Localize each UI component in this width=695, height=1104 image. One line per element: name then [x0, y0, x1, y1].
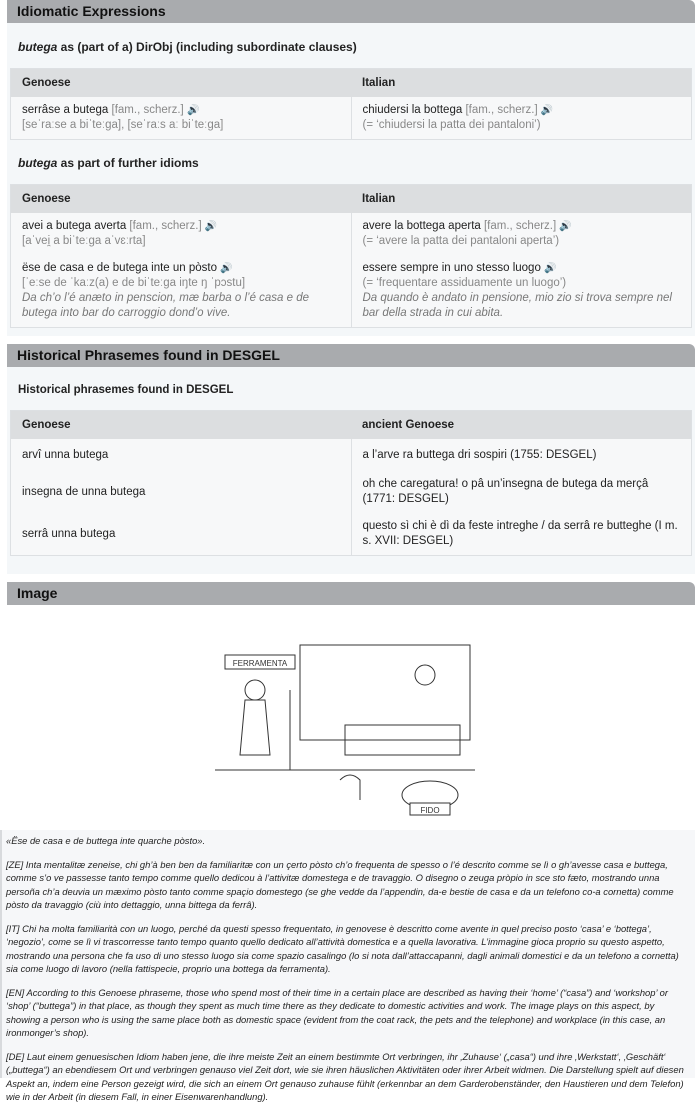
genoese-cell: arvî unna butega: [11, 439, 352, 471]
cartoon-illustration: [0, 605, 695, 830]
section-body: [7, 367, 695, 574]
genoese-expression: avei a butega averta: [22, 220, 127, 232]
genoese-expression: ëse de casa e de butega inte un pòsto: [22, 262, 218, 274]
italian-expression: essere sempre in uno stesso luogo: [362, 262, 541, 274]
column-header: Genoese: [11, 411, 352, 440]
subsection-text: as (part of a) DirObj (including subordinate clauses): [57, 40, 357, 54]
shopkeeper-head: [415, 665, 435, 685]
subsection-text: as part of further idioms: [57, 156, 199, 170]
table-row: [11, 97, 692, 140]
italian-expression: chiudersi la bottega: [362, 104, 463, 116]
section-idiomatic: [0, 0, 695, 336]
person-head: [245, 680, 265, 700]
example-sentence: Da quando è andato in pensione, mio zio si trova sempre nel bar della strada in cui abita.: [362, 292, 672, 319]
description-de: [DE] Laut einem genuesischen Idiom haben jene, die ihre meiste Zeit an einem bestimmte Ort verbringen, ihr ‚Zuhause‘ („casa“) und ihre ‚Werkstatt‘, ‚Geschäft‘ („buttega“) an ebendiesem Ort und verbringen genauso viel Zeit dort, wie sie ihren häuslichen Aktivitäten oder ihrer Arbeit widmen. Die Darstellung spielt auf diesen Aspekt an, indem eine Person gezeigt wird, die sich an einem Ort genauso zuhause fühlt (erkennbar an dem Garderobenständer, den Haustieren und dem Telefon) wie in der Arbeit (in diesem Fall, in einer Eisenwarenhandlung).: [6, 1050, 684, 1102]
gloss: (= ‘chiudersi la patta dei pantaloni’): [362, 119, 541, 131]
genoese-cell: insegna de unna butega: [11, 471, 352, 513]
example-sentence: Da ch’o l’é anæto in penscion, mæ barba o l’é casa e de butega into bar do carroggio dond’o vive.: [22, 292, 310, 319]
speaker-icon[interactable]: 🔊: [544, 263, 557, 274]
description-it: [IT] Chi ha molta familiarità con un luogo, perché da questi spesso frequentato, in genovese è descritto come avente in quel preciso posto ‘casa’ e ‘bottega’, ‘negozio’, come se lì vi trascorresse tanto tempo quanto quello dedicato all’attività domestica e a quella lavorativa. L’immagine gioca proprio su questo aspetto, mostrando una persona che fa uso di uno stesso luogo sia come spazio casalingo (lo si nota dall’attaccapanni, dagli animali domestici e da un telefono a cornetta) sia come luogo di lavoro (nella fattispecie, proprio una bottega da ferramenta).: [6, 922, 679, 974]
column-header: ancient Genoese: [351, 411, 692, 440]
genoese-expression: serrâse a butega: [22, 104, 109, 116]
ancient-cell: a l’arve ra buttega dri sospiri (1755: DESGEL): [362, 448, 597, 461]
table-row: [11, 471, 692, 513]
section-body: [7, 23, 695, 336]
ipa-transcription: [seˈraːse a biˈteːga], [seˈraːs aː biˈteːga]: [22, 119, 224, 131]
genoese-cell: serrâ unna butega: [11, 513, 352, 556]
idioms-table-further: [10, 184, 692, 328]
shop-sign-text: FERRAMENTA: [232, 659, 288, 668]
historical-table: [10, 410, 692, 556]
headword: butega: [18, 156, 58, 170]
register-tag: [fam., scherz.]: [129, 220, 202, 232]
section-header: Historical Phrasemes found in DESGEL: [7, 344, 695, 367]
image-description: [0, 830, 695, 1102]
register-tag: [fam., scherz.]: [465, 104, 538, 116]
shop-shelves: [300, 645, 470, 740]
register-tag: [fam., scherz.]: [483, 220, 557, 232]
table-row: [11, 255, 692, 328]
section-image: [0, 582, 695, 1102]
idioms-table-dirobj: [10, 68, 692, 140]
cartoon-drawing: [0, 605, 695, 830]
headword: butega: [18, 40, 58, 54]
column-header: Genoese: [11, 185, 352, 214]
cat: [340, 775, 360, 800]
description-en: [EN] According to this Genoese phraseme, those who spend most of their time in a certain place are described as having their ‘home’ (“casa”) and ‘workshop’ or ‘shop’ (“buttega”) in that place, as though they spent as much time there as they dedicate to domestic activities and work. The image plays on this aspect, by showing a person who is using the same place both as domestic space (evident from the coat rack, the pets and the telephone) and workplace (in this case, an ironmonger’s shop).: [6, 986, 668, 1038]
table-row: [11, 213, 692, 255]
gloss: (= ‘frequentare assiduamente un luogo’): [362, 277, 567, 289]
subsection-title: [18, 40, 684, 54]
italian-expression: avere la bottega aperta: [362, 220, 481, 232]
person-body: [240, 700, 270, 755]
dog-bed-label: FIDO: [420, 806, 440, 815]
table-row: [11, 513, 692, 556]
gloss: (= ‘avere la patta dei pantaloni aperta’): [362, 235, 560, 247]
table-row: [11, 439, 692, 471]
subsection-title: [18, 156, 684, 170]
speaker-icon[interactable]: 🔊: [540, 105, 554, 116]
speaker-icon[interactable]: 🔊: [220, 263, 233, 274]
section-header: Idiomatic Expressions: [7, 0, 695, 23]
section-header: Image: [7, 582, 695, 605]
column-header: Italian: [351, 69, 692, 98]
column-header: Genoese: [11, 69, 352, 98]
ancient-cell: questo sì chi è dì da feste intreghe / da serrâ re butteghe (I m. s. XVII: DESGEL): [362, 520, 678, 547]
speaker-icon[interactable]: 🔊: [186, 105, 200, 116]
description-ze: [ZE] Inta mentalitæ zeneise, chi gh’à ben ben da familiaritæ con un çerto pòsto ch’o frequenta de spesso o l’é descrito comme se lì o gh’avesse casa e buttega, comme s’o ve passesse tanto tempo comme quello dedicou à l’attivitæ domestega e de travaggio. O disegno o zeuga pròpio in sce sto fæto, mostrando unna persoña ch’a deuvia un mæximo pòsto tanto comme spaçio domestego (se ghe vedde da l’appendin, da-e bestie de casa e da un telefono co-a cornetta) comme pòsto da travaggio (ciù into dettaggio, unna bittega da ferrâ).: [6, 858, 674, 910]
section-historical: [0, 344, 695, 574]
column-header: Italian: [351, 185, 692, 214]
speaker-icon[interactable]: 🔊: [559, 221, 572, 232]
ipa-transcription: [aˈvei̯ a biˈteːga aˈvɛːrta]: [22, 235, 146, 247]
speaker-icon[interactable]: 🔊: [204, 221, 218, 232]
ancient-cell: oh che caregatura! o pâ un’insegna de butega da merçâ (1771: DESGEL): [362, 478, 649, 505]
image-caption: «Ëse de casa e de buttega inte quarche pòsto».: [6, 835, 206, 846]
subsection-title: Historical phrasemes found in DESGEL: [18, 384, 234, 396]
register-tag: [fam., scherz.]: [111, 104, 184, 116]
ipa-transcription: [ˈeːse de ˈkaːz(a) e de biˈteːga iŋte ŋ ˈpɔstu]: [22, 277, 246, 289]
